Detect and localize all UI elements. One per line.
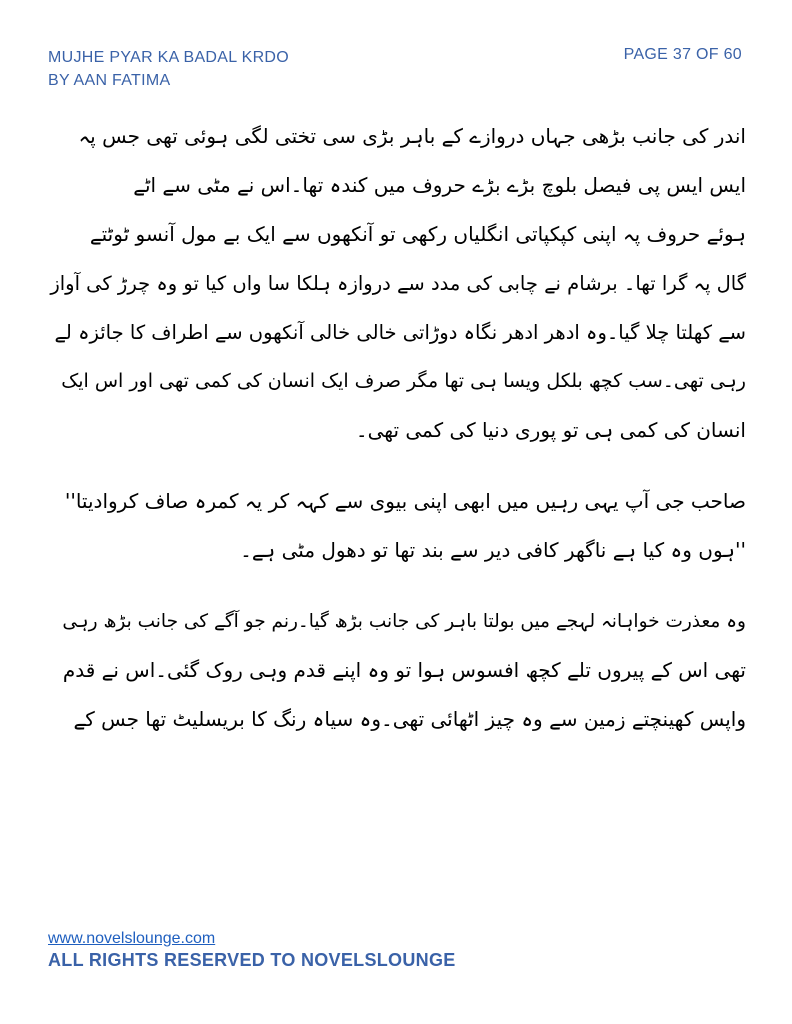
author-name: BY AAN FATIMA [48, 72, 171, 89]
text-line: انسان کی کمی ہی تو پوری دنیا کی کمی تھی۔ [355, 418, 746, 442]
text-line: وہ معذرت خواہانہ لہجے میں بولتا باہر کی جانب بڑھ گیا۔رنم جو آگے کی جانب بڑھ رہی [62, 611, 746, 632]
page-number: PAGE 37 OF 60 [623, 46, 742, 63]
website-link[interactable]: www.novelslounge.com [48, 930, 216, 947]
text-line: ہوئے حروف پہ اپنی کپکپاتی انگلیاں رکھی تو آنکھوں سے ایک بے مول آنسو ٹوٹتے [89, 222, 746, 246]
text-line: اندر کی جانب بڑھی جہاں دروازے کے باہر بڑی سی تختی لگی ہوئی تھی جس پہ [78, 124, 746, 148]
paragraph-1 [46, 112, 746, 455]
text-line: گال پہ گرا تھا۔ برشام نے چابی کی مدد سے دروازہ ہلکا سا واں کیا تو وہ چرڑ کی آواز [50, 272, 746, 295]
document-footer [48, 930, 456, 971]
text-line: واپس کھینچتے زمین سے وہ چیز اٹھائی تھی۔وہ سیاہ رنگ کا بریسلیٹ تھا جس کے [73, 707, 746, 731]
document-body [46, 112, 746, 744]
text-line: تھی اس کے پیروں تلے کچھ افسوس ہوا تو وہ اپنے قدم وہی روک گئی۔اس نے قدم [62, 658, 746, 682]
text-line: سے کھلتا چلا گیا۔وہ ادھر ادھر نگاہ دوڑاتی خالی خالی آنکھوں سے اطراف کا جائزہ لے [54, 321, 746, 344]
rights-notice: ALL RIGHTS RESERVED TO NOVELSLOUNGE [48, 950, 456, 970]
paragraph-3 [46, 597, 746, 744]
text-line: ''ہوں وہ کیا ہے ناگھر کافی دیر سے بند تھا تو دھول مٹی ہے۔ [240, 538, 746, 562]
paragraph-2 [46, 477, 746, 575]
novel-title: MUJHE PYAR KA BADAL KRDO [48, 49, 290, 66]
text-line: صاحب جی آپ یہی رہیں میں ابھی اپنی بیوی سے کہہ کر یہ کمرہ صاف کروادیتا'' [64, 489, 746, 513]
document-header-left [48, 46, 289, 92]
text-line: ایس ایس پی فیصل بلوچ بڑے بڑے حروف میں کندہ تھا۔اس نے مٹی سے اٹے [133, 173, 746, 197]
text-line: رہی تھی۔سب کچھ بلکل ویسا ہی تھا مگر صرف ایک انسان کی کمی تھی اور اس ایک [61, 370, 746, 392]
